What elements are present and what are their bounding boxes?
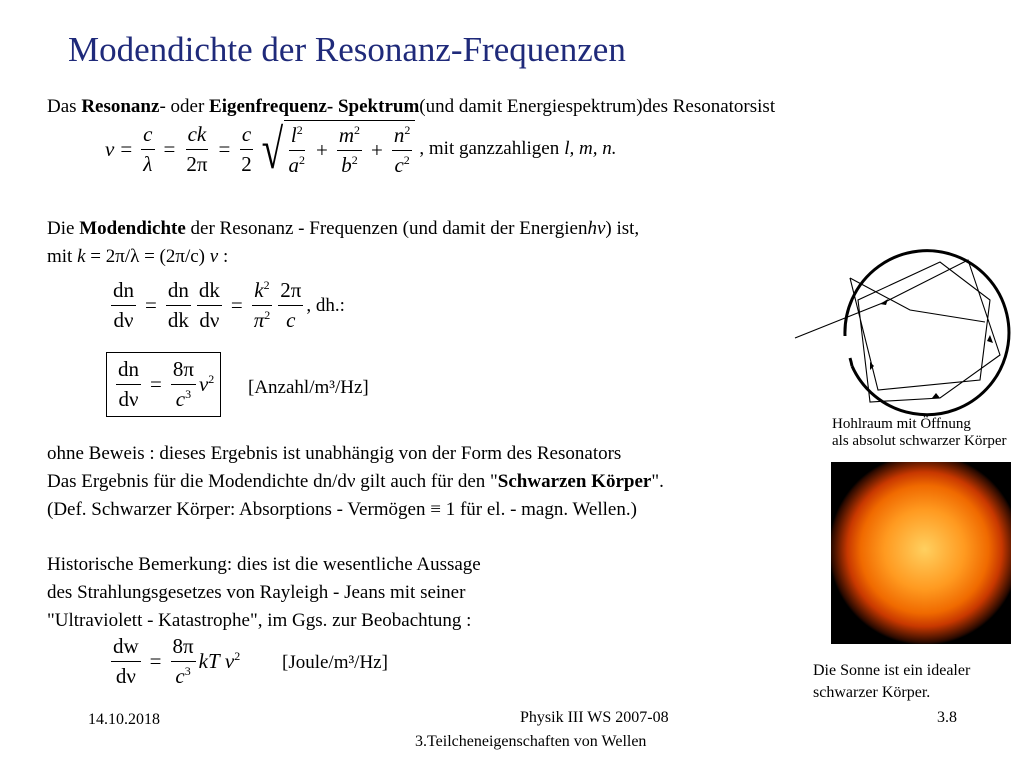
sun-caption: Die Sonne ist ein idealer: [813, 662, 971, 679]
mode-density-derivation: $\frac{dn}{d\nu}$ = $\frac{dn}{dk}$ $\frac{dk}{d\nu}$ = $\frac{k^2}{\pi^2}$ $\frac{2\pi}{c}$ , dh.:: [113, 278, 345, 332]
unit-label: [Anzahl/m³/Hz]: [248, 377, 369, 398]
paragraph-line: ohne Beweis : dieses Ergebnis ist unabhängig von der Form des Resonators: [47, 443, 622, 464]
text: Das: [47, 96, 82, 117]
paragraph-line: Historische Bemerkung: dies ist die wesentliche Aussage: [47, 554, 481, 575]
k-definition-line: mit k = 2π/λ = (2π/c) ν :: [47, 246, 229, 267]
bold-term: Resonanz: [81, 96, 160, 117]
bold-term: Eigenfrequenz- Spektrum: [209, 96, 420, 117]
paragraph-line: (Def. Schwarzer Körper: Absorptions - Vermögen ≡ 1 für el. - magn. Wellen.): [47, 499, 637, 520]
mode-density-result: $\frac{dn}{d\nu}$ = $\frac{8\pi}{c^3}$ $\nu^2$: [106, 352, 221, 417]
bold-term: Schwarzen Körper: [497, 471, 652, 492]
paragraph-line: des Strahlungsgesetzes von Rayleigh - Jeans mit seiner: [47, 582, 466, 603]
intro-line: [47, 96, 775, 118]
bold-term: Modendichte: [79, 218, 186, 239]
text: , mit ganzzahligen: [419, 138, 560, 159]
cavity-caption: als absolut schwarzer Körper: [832, 433, 1007, 449]
paragraph-line: "Ultraviolett - Katastrophe", im Ggs. zur Beobachtung :: [47, 610, 472, 631]
text: (und damit Energiespektrum)des Resonatorsist: [419, 96, 776, 117]
footer-course: Physik III WS 2007-08: [520, 709, 669, 726]
cavity-diagram: [790, 240, 1020, 420]
rayleigh-jeans-equation: $\frac{dw}{d\nu}$ = $\frac{8\pi}{c^3}$ kT $\nu^2$: [113, 634, 241, 688]
paragraph-line: Das Ergebnis für die Modendichte dn/dν gilt auch für den "Schwarzen Körper".: [47, 471, 664, 492]
footer-page: 3.8: [937, 709, 957, 726]
fraction: $\frac{c}{\lambda}$: [143, 121, 153, 176]
fraction: $\frac{c}{2}$: [241, 121, 252, 176]
sun-caption: schwarzer Körper.: [813, 684, 931, 701]
slide-title: Modendichte der Resonanz-Frequenzen: [68, 30, 626, 69]
symbol: ν: [105, 136, 115, 161]
mode-density-line: Die Modendichte der Resonanz - Frequenzen (und damit der Energienhν) ist,: [47, 218, 640, 239]
footer-chapter: 3.Teilcheneigenschaften von Wellen: [415, 733, 647, 750]
cavity-caption: Hohlraum mit Öffnung: [832, 416, 971, 432]
footer-date: 14.10.2018: [88, 711, 160, 728]
frequency-equation: ν = $\frac{c}{\lambda}$ = $\frac{ck}{2\pi}$ = $\frac{c}{2}$ √ $\frac{l^2}{a^2}$ + $\frac{m^2}{b^2}$ + $\frac{n^2}{c^2}$ , mit ganzzahligen l, m, n.: [105, 119, 617, 181]
text: - oder: [159, 96, 210, 117]
sun-image: [831, 462, 1011, 644]
sqrt: √ $\frac{l^2}{a^2}$ + $\frac{m^2}{b^2}$ + $\frac{n^2}{c^2}$: [257, 120, 416, 178]
text: l, m, n.: [564, 138, 617, 159]
unit-label: [Joule/m³/Hz]: [282, 652, 388, 673]
fraction: $\frac{ck}{2\pi}$: [186, 121, 208, 176]
